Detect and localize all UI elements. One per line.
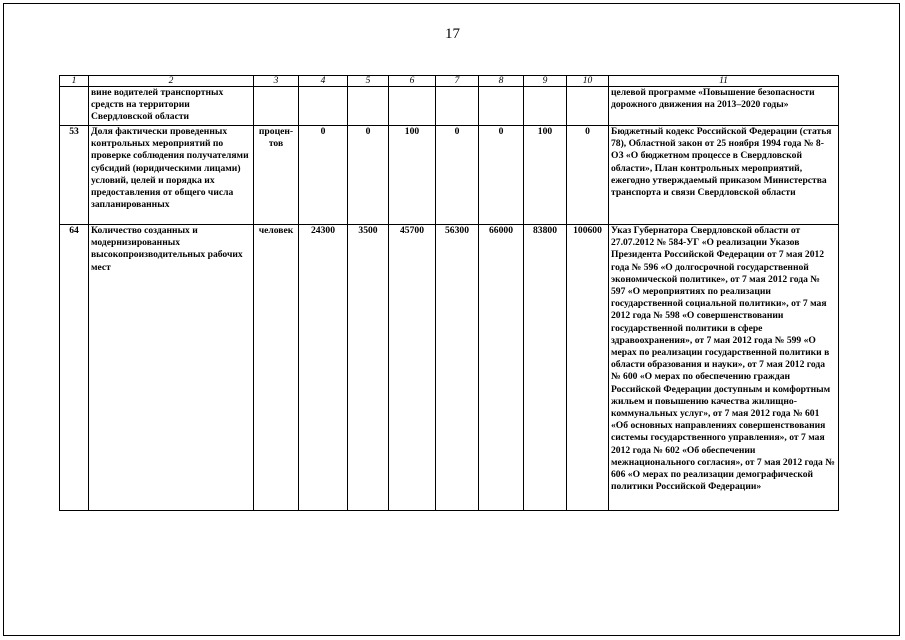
source-cell: целевой программе «Повышение безопасности дорожного движения на 2013–2020 годы» xyxy=(609,87,839,126)
value-cell xyxy=(567,87,609,126)
value-cell: 0 xyxy=(299,126,348,225)
column-header: 4 xyxy=(299,76,348,87)
column-header: 5 xyxy=(348,76,389,87)
value-cell xyxy=(348,87,389,126)
unit-cell xyxy=(254,87,299,126)
page-number: 17 xyxy=(445,26,460,42)
unit-cell: процен-тов xyxy=(254,126,299,225)
column-header: 9 xyxy=(524,76,567,87)
source-cell: Бюджетный кодекс Российской Федерации (статья 78), Областной закон от 25 ноября 1994 года № 8-ОЗ «О бюджетном процессе в Свердловской области», План контрольных мероприятий, ежегодно утверждаемый приказом Министерства транспорта и связи Свердловской области xyxy=(609,126,839,225)
value-cell: 3500 xyxy=(348,225,389,511)
column-header: 3 xyxy=(254,76,299,87)
value-cell: 45700 xyxy=(389,225,436,511)
table-row xyxy=(60,87,839,126)
value-cell: 0 xyxy=(436,126,479,225)
source-cell: Указ Губернатора Свердловской области от 27.07.2012 № 584-УГ «О реализации Указов Президента Российской Федерации от 7 мая 2012 года № 596 «О долгосрочной государственной экономической политике», от 7 мая 2012 года № 597 «О мероприятиях по реализации государственной социальной политики», от 7 мая 2012 года № 598 «О совершенствовании государственной политики в сфере здравоохранения», от 7 мая 2012 года № 599 «О мерах по реализации государственной политики в области образования и науки», от 7 мая 2012 года № 600 «О мерах по обеспечению граждан Российской Федерации доступным и комфортным жильем и повышению качества жилищно-коммунальных услуг», от 7 мая 2012 года № 601 «Об основных направлениях совершенствования системы государственного управления», от 7 мая 2012 года № 602 «Об обеспечении межнационального согласия», от 7 мая 2012 года № 606 «О мерах по реализации демографической политики Российской Федерации» xyxy=(609,225,839,511)
value-cell: 0 xyxy=(479,126,524,225)
value-cell: 100 xyxy=(524,126,567,225)
header-row xyxy=(60,76,839,87)
value-cell: 0 xyxy=(348,126,389,225)
value-cell xyxy=(436,87,479,126)
indicator-name: вине водителей транспортных средств на территории Свердловской области xyxy=(89,87,254,126)
value-cell xyxy=(389,87,436,126)
value-cell xyxy=(524,87,567,126)
indicator-name: Количество созданных и модернизированных высокопроизводительных рабочих мест xyxy=(89,225,254,511)
column-header: 1 xyxy=(60,76,89,87)
column-header: 11 xyxy=(609,76,839,87)
value-cell: 100600 xyxy=(567,225,609,511)
column-header: 7 xyxy=(436,76,479,87)
column-header: 8 xyxy=(479,76,524,87)
row-number: 53 xyxy=(60,126,89,225)
value-cell: 56300 xyxy=(436,225,479,511)
value-cell: 83800 xyxy=(524,225,567,511)
indicator-name: Доля фактически проведенных контрольных мероприятий по проверке соблюдения получателями субсидий (юридическими лицами) условий, целей и порядка их предоставления от общего числа запланированных xyxy=(89,126,254,225)
value-cell xyxy=(479,87,524,126)
table-row xyxy=(60,126,839,225)
indicators-table xyxy=(59,75,839,511)
column-header: 6 xyxy=(389,76,436,87)
row-number: 64 xyxy=(60,225,89,511)
column-header: 2 xyxy=(89,76,254,87)
value-cell: 66000 xyxy=(479,225,524,511)
column-header: 10 xyxy=(567,76,609,87)
table-row xyxy=(60,225,839,511)
value-cell: 100 xyxy=(389,126,436,225)
value-cell: 0 xyxy=(567,126,609,225)
value-cell: 24300 xyxy=(299,225,348,511)
row-number xyxy=(60,87,89,126)
unit-cell: человек xyxy=(254,225,299,511)
value-cell xyxy=(299,87,348,126)
